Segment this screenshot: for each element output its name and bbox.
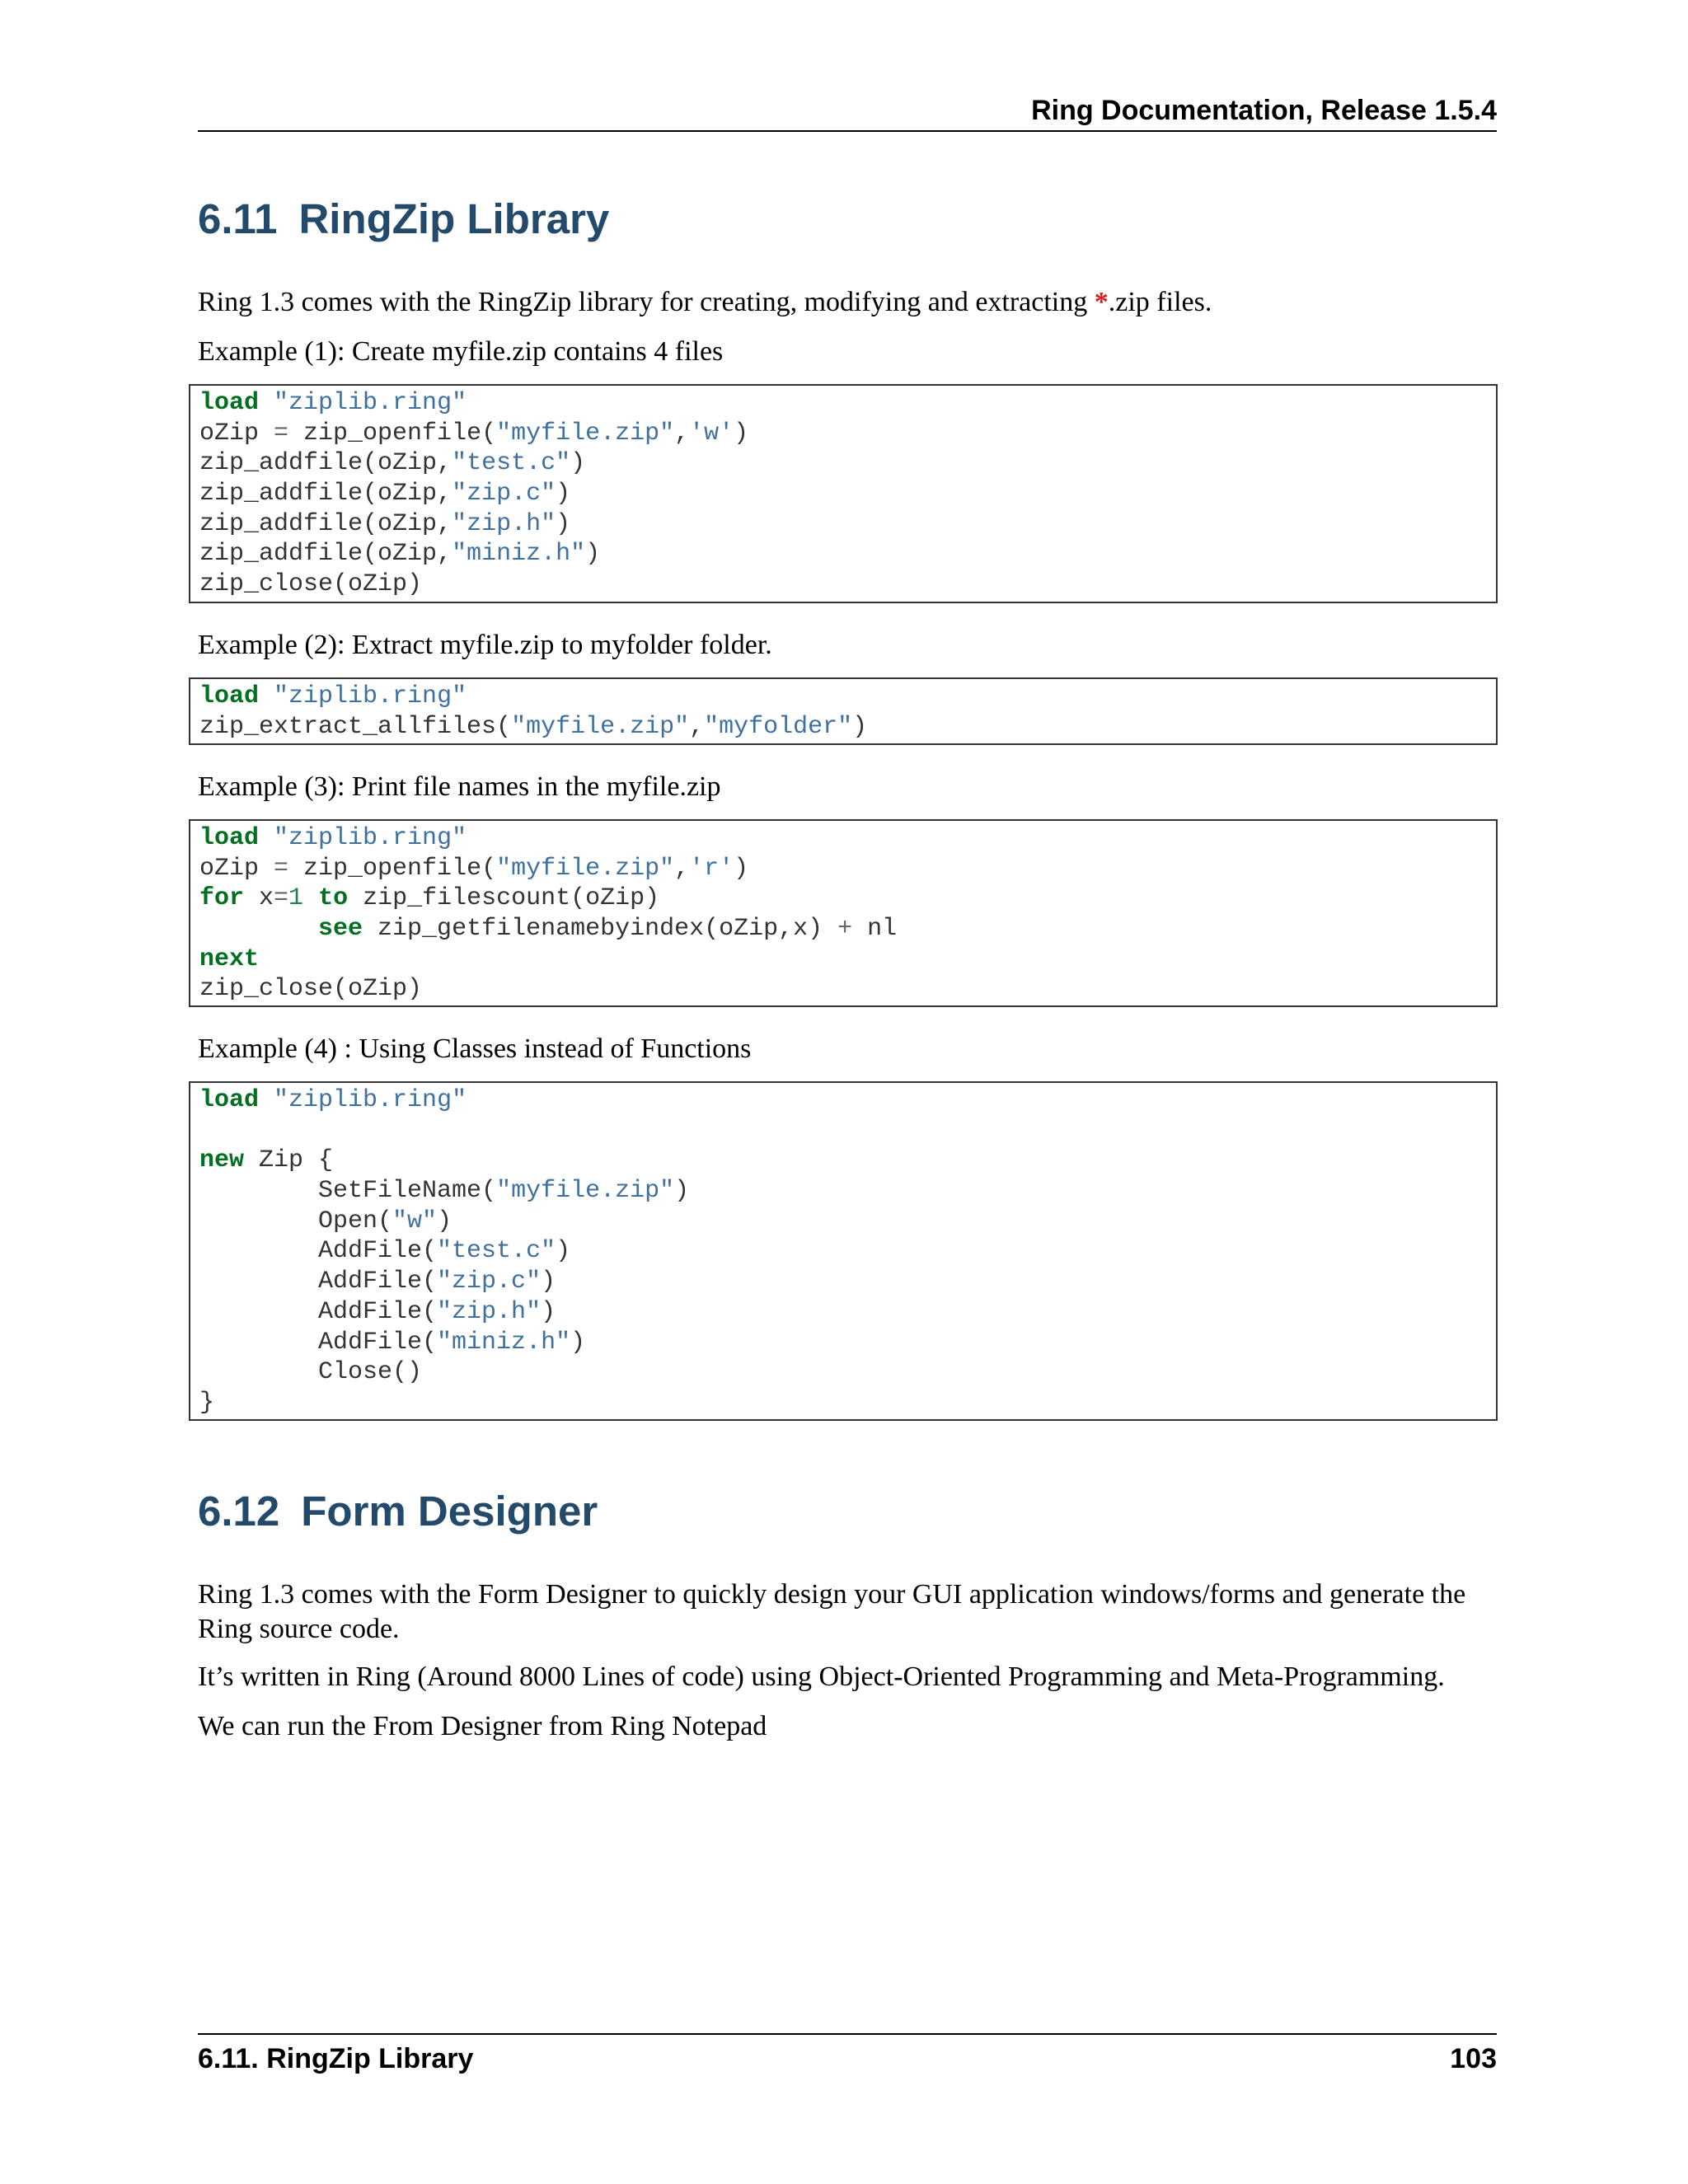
code-token-kw: load	[199, 389, 260, 417]
section-title-text: Form Designer	[301, 1488, 598, 1535]
code-token-str: 'r'	[689, 854, 734, 883]
code-token: ,	[674, 419, 690, 448]
code-token-kw: new	[199, 1146, 245, 1175]
code-token-num-lit: 1	[288, 884, 304, 913]
code-token-kw: next	[199, 944, 260, 973]
code-line	[199, 1176, 1496, 1207]
code-token: )	[734, 419, 749, 448]
code-line	[199, 479, 1496, 509]
code-token-kw: load	[199, 1086, 260, 1114]
code-token-str: "myfile.zip"	[496, 1177, 675, 1206]
footer-section-label: 6.11. RingZip Library	[198, 2043, 474, 2074]
code-token-str: "myfile.zip"	[511, 712, 690, 741]
code-token-kw: to	[318, 884, 349, 913]
code-token: AddFile(	[199, 1268, 438, 1296]
code-token: oZip	[199, 419, 274, 448]
code-token: AddFile(	[199, 1297, 438, 1326]
running-header: Ring Documentation, Release 1.5.4	[198, 91, 1497, 132]
code-block-example2	[189, 677, 1498, 745]
code-line	[199, 509, 1496, 540]
asterisk-wildcard: *	[1094, 287, 1109, 317]
code-token: zip_addfile(oZip,	[199, 540, 452, 569]
code-line	[199, 419, 1496, 449]
form-designer-paragraph-3: We can run the From Designer from Ring Notepad	[198, 1711, 767, 1741]
form-designer-paragraph-2: It’s written in Ring (Around 8000 Lines of code) using Object-Oriented Programming and Meta-Programming.	[198, 1661, 1445, 1692]
code-token: ,	[689, 712, 705, 741]
code-token: zip_openfile(	[288, 419, 497, 448]
code-line	[199, 1146, 1496, 1176]
section-number: 6.11	[198, 195, 278, 242]
code-token: AddFile(	[199, 1328, 438, 1357]
code-token	[259, 1086, 274, 1114]
code-token-str: "myfile.zip"	[496, 419, 675, 448]
code-token-str: "miniz.h"	[437, 1328, 571, 1357]
code-token-op: =	[274, 854, 289, 883]
code-line	[199, 1085, 1496, 1116]
code-token: zip_close(oZip)	[199, 975, 423, 1004]
code-line	[199, 1207, 1496, 1237]
code-token: )	[437, 1207, 452, 1235]
code-block-example4	[189, 1081, 1498, 1421]
code-token-kw: load	[199, 824, 260, 852]
code-token: }	[199, 1388, 215, 1417]
code-token: )	[674, 1177, 690, 1206]
code-token: zip_openfile(	[288, 854, 497, 883]
code-token: zip_close(oZip)	[199, 570, 423, 599]
code-token: SetFileName(	[199, 1177, 497, 1206]
code-line	[199, 1328, 1496, 1358]
intro-text-end: .zip files.	[1108, 287, 1212, 317]
code-line	[199, 914, 1496, 944]
code-token-str: "ziplib.ring"	[274, 1086, 467, 1114]
code-line	[199, 974, 1496, 1005]
code-token-str: "myfile.zip"	[496, 854, 675, 883]
example3-caption: Example (3): Print file names in the myfile.zip	[198, 771, 721, 802]
code-token	[303, 884, 318, 912]
code-line	[199, 1297, 1496, 1328]
code-line	[199, 388, 1496, 419]
code-line	[199, 883, 1496, 914]
page-number: 103	[1450, 2043, 1497, 2074]
code-token	[259, 824, 274, 852]
code-line	[199, 1357, 1496, 1388]
code-token-str: "myfolder"	[704, 712, 853, 741]
code-token: )	[570, 449, 586, 478]
code-line	[199, 682, 1496, 712]
intro-text-start: Ring 1.3 comes with the RingZip library for creating, modifying and extracting	[198, 287, 1095, 317]
example2-caption: Example (2): Extract myfile.zip to myfolder folder.	[198, 630, 772, 660]
code-line	[199, 448, 1496, 479]
code-token: zip_addfile(oZip,	[199, 480, 452, 509]
section-number: 6.12	[198, 1488, 280, 1535]
code-token: zip_getfilenamebyindex(oZip,x)	[363, 915, 838, 944]
code-line	[199, 1236, 1496, 1267]
ringzip-intro-paragraph	[198, 285, 1500, 320]
code-token-op: =	[274, 419, 289, 448]
code-line	[199, 944, 1496, 975]
code-token	[199, 915, 318, 943]
example1-caption: Example (1): Create myfile.zip contains 4 files	[198, 336, 724, 367]
code-token-str: 'w'	[689, 419, 734, 448]
code-token-str: "test.c"	[437, 1237, 556, 1266]
code-token: oZip	[199, 854, 274, 883]
code-token: AddFile(	[199, 1237, 438, 1266]
example4-caption: Example (4) : Using Classes instead of Functions	[198, 1033, 752, 1064]
code-token: ,	[674, 854, 690, 883]
code-token-str: "zip.h"	[452, 509, 556, 538]
code-token: zip_addfile(oZip,	[199, 509, 452, 538]
code-token-kw: see	[318, 915, 363, 944]
code-token: )	[541, 1297, 556, 1326]
code-token: )	[556, 480, 571, 509]
code-token-str: "ziplib.ring"	[274, 389, 467, 417]
code-token: zip_filescount(oZip)	[348, 884, 660, 913]
code-token: )	[556, 509, 571, 538]
code-line	[199, 1388, 1496, 1418]
code-token: Close()	[199, 1358, 423, 1387]
code-token-str: "test.c"	[452, 449, 571, 478]
code-block-example3	[189, 819, 1498, 1007]
code-token-str: "zip.h"	[437, 1297, 542, 1326]
code-token-kw: for	[199, 884, 245, 913]
code-line	[199, 1267, 1496, 1297]
code-token-op: =	[274, 884, 289, 913]
code-token-str: "miniz.h"	[452, 540, 586, 569]
code-token	[259, 389, 274, 417]
code-block-example1	[189, 384, 1498, 603]
form-designer-paragraph-1: Ring 1.3 comes with the Form Designer to quickly design your GUI application windows/forms and generate the Ring source code.	[198, 1579, 1466, 1644]
code-token: )	[541, 1268, 556, 1296]
code-token: )	[556, 1237, 571, 1266]
code-token: )	[570, 1328, 586, 1357]
code-line	[199, 569, 1496, 600]
code-line	[199, 712, 1496, 743]
section-title-text: RingZip Library	[298, 195, 610, 242]
code-token-str: "zip.c"	[452, 480, 556, 509]
code-line	[199, 854, 1496, 884]
footer-rule	[198, 2033, 1497, 2035]
code-token: )	[734, 854, 749, 883]
code-token-str: "zip.c"	[437, 1268, 542, 1296]
code-token-str: "ziplib.ring"	[274, 682, 467, 710]
code-token-op: +	[837, 915, 853, 944]
code-token: x	[244, 884, 274, 913]
code-token: zip_addfile(oZip,	[199, 449, 452, 478]
section-heading-ringzip	[198, 194, 609, 243]
code-token: )	[852, 712, 868, 741]
code-line	[199, 1116, 1496, 1146]
code-token: )	[585, 540, 601, 569]
code-token	[259, 682, 274, 710]
code-token-str: "ziplib.ring"	[274, 824, 467, 852]
code-line	[199, 823, 1496, 854]
section-heading-form-designer	[198, 1487, 598, 1535]
code-token: nl	[852, 915, 898, 944]
code-token-str: "w"	[392, 1207, 438, 1235]
code-token-kw: load	[199, 682, 260, 710]
code-token: Open(	[199, 1207, 393, 1235]
code-line	[199, 539, 1496, 569]
code-token: Zip {	[244, 1146, 334, 1175]
code-token: zip_extract_allfiles(	[199, 712, 512, 741]
